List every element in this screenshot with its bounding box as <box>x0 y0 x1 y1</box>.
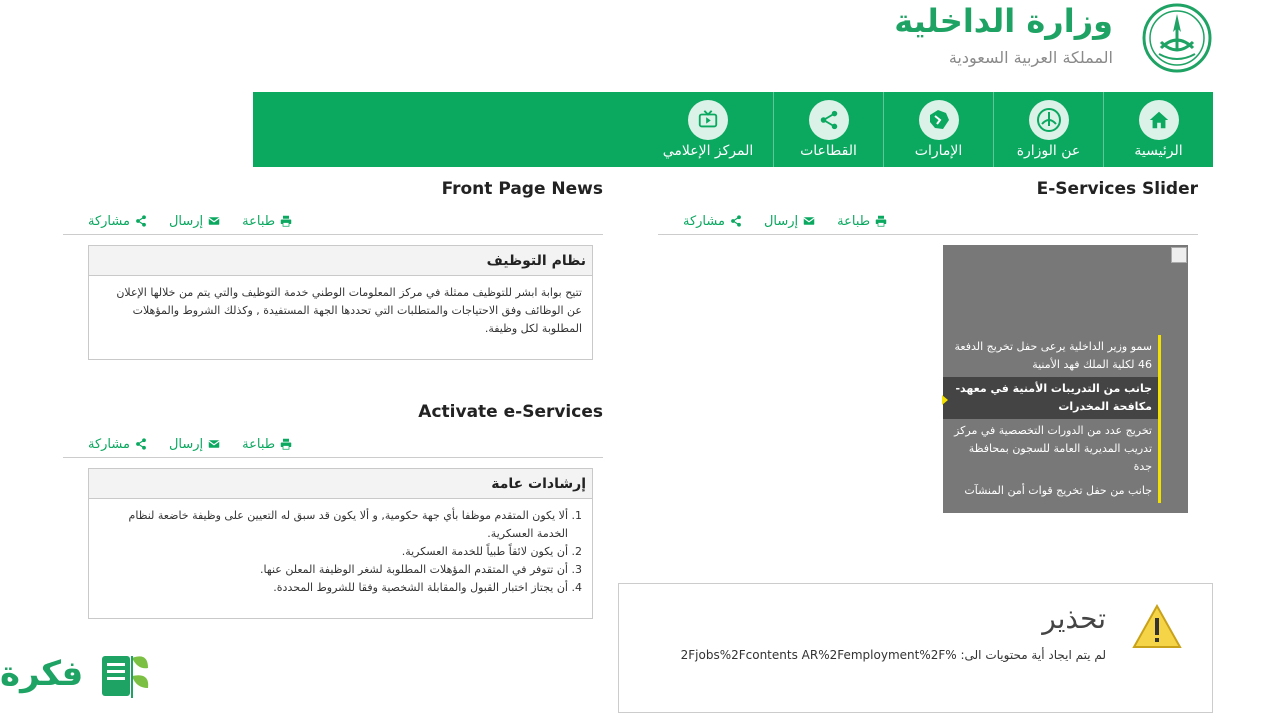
ministry-subtitle: المملكة العربية السعودية <box>948 48 1113 67</box>
slider-item[interactable]: سمو وزير الداخلية يرعى حفل تخريج الدفعة 46 لكلية الملك فهد الأمنية <box>954 340 1152 371</box>
print-button[interactable]: طباعة <box>837 210 887 232</box>
saudi-emblem-icon <box>1141 2 1213 74</box>
share-button[interactable]: مشاركة <box>88 210 147 232</box>
emblem-icon <box>1029 100 1069 140</box>
nav-item-emirates[interactable] <box>883 92 993 167</box>
eservices-slider-toolbar <box>683 210 887 232</box>
front-page-news-title: Front Page News <box>441 179 603 199</box>
box-title: نظام التوظيف <box>89 246 592 276</box>
home-icon <box>1139 100 1179 140</box>
active-arrow-icon <box>942 395 948 405</box>
share-button[interactable]: مشاركة <box>88 433 147 455</box>
warning-message: لم يتم ايجاد أية محتويات الى: %2Fjobs%2Fcontents AR%2Femployment%2F <box>680 648 1106 662</box>
front-page-news-toolbar <box>88 210 292 232</box>
tv-icon <box>688 100 728 140</box>
send-button[interactable]: إرسال <box>764 210 815 232</box>
divider <box>658 234 1198 235</box>
list-item: 3. أن تتوفر في المتقدم المؤهلات المطلوبة لشغر الوظيفة المعلن عنها. <box>99 561 568 579</box>
ministry-logo[interactable] <box>893 2 1213 82</box>
share-icon <box>730 215 742 227</box>
activate-eservices-toolbar <box>88 433 292 455</box>
ministry-title: وزارة الداخلية <box>894 2 1113 40</box>
send-button[interactable]: إرسال <box>169 210 220 232</box>
envelope-icon <box>803 215 815 227</box>
map-icon <box>919 100 959 140</box>
divider <box>63 234 603 235</box>
print-icon <box>280 438 292 450</box>
book-leaf-icon <box>98 646 153 706</box>
slider-item-list <box>943 335 1161 503</box>
eservices-slider[interactable] <box>943 245 1188 513</box>
envelope-icon <box>208 438 220 450</box>
nav-item-label: المركز الإعلامي <box>662 143 754 159</box>
main-nav <box>253 92 1213 167</box>
broken-image-icon <box>1171 247 1187 263</box>
print-button[interactable]: طباعة <box>242 210 292 232</box>
list-item: 4. أن يجتاز اختبار القبول والمقابلة الشخصية وفقا للشروط المحددة. <box>99 579 568 597</box>
list-item: 1. ألا يكون المتقدم موظفا بأي جهة حكومية, و ألا يكون قد سبق له التعيين على وظيفة خاضعة لنظام الخدمة العسكرية. <box>99 507 568 543</box>
slider-item[interactable]: جانب من حفل تخريج قوات أمن المنشآت <box>964 484 1152 497</box>
list-item: 2. أن يكون لائقاً طبياً للخدمة العسكرية. <box>99 543 568 561</box>
print-icon <box>280 215 292 227</box>
share-button[interactable]: مشاركة <box>683 210 742 232</box>
box-title: إرشادات عامة <box>89 469 592 499</box>
share-icon <box>135 438 147 450</box>
guidelines-list <box>99 507 582 597</box>
watermark-logo <box>0 646 155 706</box>
general-guidelines-box <box>88 468 593 619</box>
nav-item-label: عن الوزارة <box>1016 143 1081 159</box>
activate-eservices-title: Activate e-Services <box>418 402 603 422</box>
send-button[interactable]: إرسال <box>169 433 220 455</box>
warning-panel <box>618 583 1213 713</box>
print-icon <box>875 215 887 227</box>
box-text: تتيح بوابة ابشر للتوظيف ممثلة في مركز المعلومات الوطني خدمة التوظيف والتي يتم من خلالها الإعلان عن الوظائف وفق الاحتياجات والمتطلبات التي تحددها الجهة المستفيدة , وكذلك الشروط والمؤهلات المطلوبة لكل وظيفة. <box>116 286 582 335</box>
box-text <box>89 499 592 597</box>
divider <box>63 457 603 458</box>
nav-item-label: الإمارات <box>914 143 963 159</box>
employment-system-box <box>88 245 593 360</box>
nav-item-media-center[interactable] <box>643 92 773 167</box>
print-button[interactable]: طباعة <box>242 433 292 455</box>
warning-icon <box>1132 604 1182 650</box>
warning-title: تحذير <box>1042 602 1106 635</box>
nav-item-sectors[interactable] <box>773 92 883 167</box>
eservices-slider-title: E-Services Slider <box>1036 179 1198 199</box>
nav-item-label: القطاعات <box>800 143 857 159</box>
slider-item[interactable]: تخريج عدد من الدورات التخصصية في مركز تدريب المديرية العامة للسجون بمحافظة جدة <box>954 424 1152 473</box>
nav-item-label: الرئيسية <box>1134 143 1183 159</box>
nav-item-about[interactable] <box>993 92 1103 167</box>
nav-item-home[interactable] <box>1103 92 1213 167</box>
envelope-icon <box>208 215 220 227</box>
share-nodes-icon <box>809 100 849 140</box>
watermark-text: فكرة <box>0 654 84 694</box>
slider-item-active[interactable]: جانب من التدريبات الأمنية في معهد-مكافحة المخدرات <box>943 377 1158 419</box>
share-icon <box>135 215 147 227</box>
